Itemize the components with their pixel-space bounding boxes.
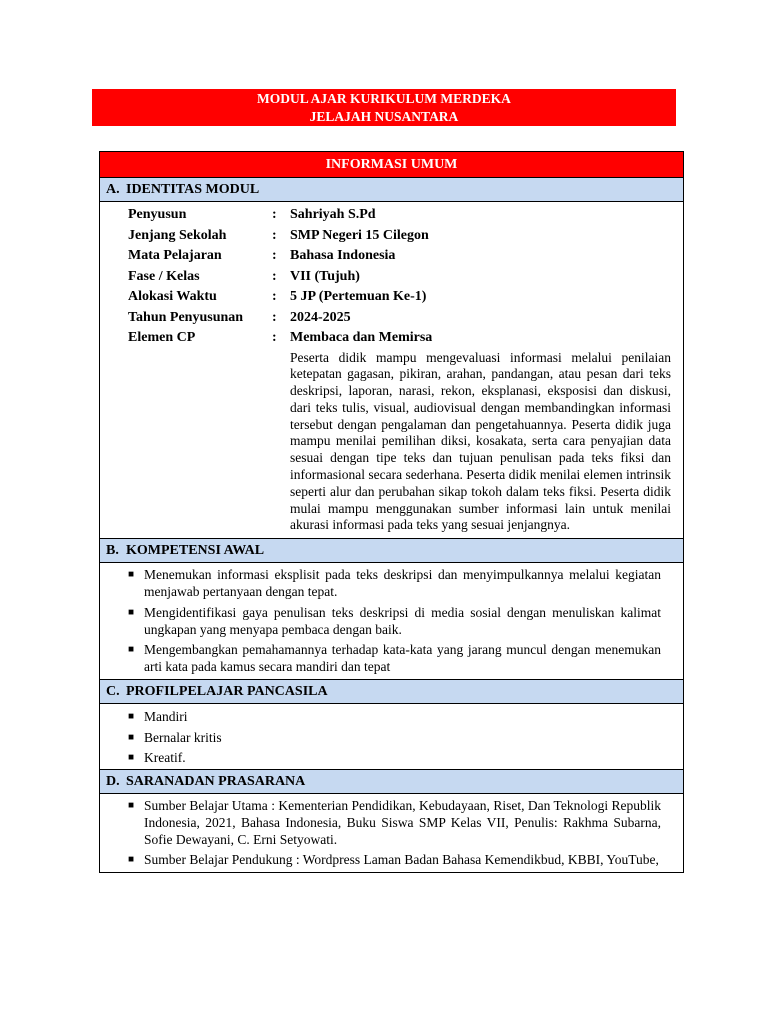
- section-title: PROFILPELAJAR PANCASILA: [126, 684, 328, 700]
- identity-row: [100, 226, 677, 247]
- bullet-icon: ■: [128, 854, 135, 866]
- list-item-text: Sumber Belajar Utama : Kementerian Pendidikan, Kebudayaan, Riset, Dan Teknologi Republik Indonesia, 2021, Bahasa Indonesia, Buku Siswa SMP Kelas VII, Penulis: Rakhma Subarna, Sofie Dewayani, C. Erni Setyowati.: [144, 798, 661, 847]
- profil-list: [100, 704, 683, 769]
- bullet-icon: ■: [128, 752, 135, 764]
- list-item: [100, 852, 661, 869]
- section-letter: D.: [106, 774, 120, 790]
- identity-value: SMP Negeri 15 Cilegon: [290, 227, 429, 243]
- section-kompetensi-header: [100, 539, 683, 563]
- identity-colon: :: [272, 289, 277, 304]
- bullet-icon: ■: [128, 731, 135, 743]
- identity-key: Penyusun: [128, 207, 187, 222]
- info-header: INFORMASI UMUM: [100, 152, 683, 178]
- kompetensi-body: [100, 563, 683, 680]
- section-letter: A.: [106, 182, 120, 197]
- identity-colon: :: [272, 207, 277, 222]
- identity-value: Sahriyah S.Pd: [290, 207, 376, 222]
- elemen-cp-description: Peserta didik mampu mengevaluasi informasi melalui penilaian ketepatan gagasan, pikiran, arahan, pandangan, atau pesan dari teks deskripsi, laporan, narasi, rekon, eksplanasi, eksposisi dan diskusi, dari teks tulis, visual, audiovisual dengan membandingkan informasi tersebut dengan pengalaman dan pengetahuannya. Peserta didik juga mampu menilai pemilihan diksi, kosakata, serta cara penyajian data sesuai dengan tipe teks dan tujuan penulisan pada teks fiksi dan informasional secara sederhana. Peserta didik menilai elemen intrinsik seperti alur dan perubahan sikap tokoh dalam teks fiksi. Peserta didik mulai mampu menggunakan sumber informasi lain untuk menilai akurasi informasi pada teks yang sesuai jenjangnya.: [290, 349, 671, 533]
- list-item-text: Bernalar kritis: [144, 729, 222, 745]
- identity-value: 2024-2025: [290, 309, 351, 325]
- section-sarana-header: [100, 770, 683, 794]
- identity-key: Elemen CP: [128, 330, 196, 345]
- list-item: [100, 605, 661, 639]
- identity-row: [100, 328, 677, 349]
- identity-row: [100, 267, 677, 288]
- list-item: [100, 708, 661, 725]
- sarana-body: [100, 794, 683, 872]
- identity-value: Bahasa Indonesia: [290, 248, 396, 263]
- info-table: [99, 151, 684, 873]
- identity-row: [100, 205, 677, 226]
- list-item-text: Menemukan informasi eksplisit pada teks deskripsi dan menyimpulkannya melalui kegiatan menjawab pertanyaan dengan tepat.: [144, 567, 661, 600]
- identity-colon: :: [272, 248, 277, 263]
- bullet-icon: ■: [128, 644, 135, 656]
- list-item-text: Mengidentifikasi gaya penulisan teks deskripsi di media sosial dengan menuliskan kalimat ungkapan yang menyapa pembaca dengan baik.: [144, 604, 661, 637]
- section-identitas-header: [100, 178, 683, 202]
- section-letter: C.: [106, 684, 120, 700]
- list-item: [100, 567, 661, 601]
- bullet-icon: ■: [128, 800, 135, 812]
- list-item: [100, 729, 661, 746]
- list-item: [100, 749, 661, 766]
- section-title: IDENTITAS MODUL: [126, 182, 260, 197]
- section-letter: B.: [106, 543, 119, 559]
- identity-colon: :: [272, 330, 277, 345]
- identity-key: Mata Pelajaran: [128, 248, 222, 263]
- title-banner: [92, 89, 676, 126]
- identity-colon: :: [272, 227, 277, 243]
- banner-line-2: JELAJAH NUSANTARA: [309, 109, 459, 124]
- identity-row: [100, 246, 677, 267]
- identity-row: [100, 287, 677, 308]
- list-item: [100, 798, 661, 848]
- bullet-icon: ■: [128, 711, 135, 723]
- list-item-text: Mengembangkan pemahamannya terhadap kata-kata yang jarang muncul dengan menemukan arti kata pada kamus secara mandiri dan tepat: [144, 642, 661, 675]
- profil-body: [100, 704, 683, 770]
- kompetensi-list: [100, 563, 683, 679]
- bullet-icon: ■: [128, 569, 135, 581]
- list-item-text: Kreatif.: [144, 750, 186, 766]
- sarana-list: [100, 794, 683, 872]
- identity-row: [100, 308, 677, 329]
- identity-colon: :: [272, 268, 277, 284]
- identity-value: VII (Tujuh): [290, 268, 360, 284]
- list-item: [100, 642, 661, 676]
- identity-key: Fase / Kelas: [128, 268, 200, 284]
- identity-value: 5 JP (Pertemuan Ke-1): [290, 289, 427, 304]
- identity-key: Tahun Penyusunan: [128, 309, 244, 325]
- bullet-icon: ■: [128, 606, 135, 618]
- identity-key: Jenjang Sekolah: [128, 227, 227, 243]
- list-item-text: Sumber Belajar Pendukung : Wordpress Laman Badan Bahasa Kemendikbud, KBBI, YouTube,: [144, 852, 659, 868]
- identity-key: Alokasi Waktu: [128, 289, 217, 304]
- section-profil-header: [100, 680, 683, 704]
- list-item-text: Mandiri: [144, 709, 188, 725]
- identity-value: Membaca dan Memirsa: [290, 330, 433, 345]
- section-title: SARANADAN PRASARANA: [126, 774, 306, 790]
- section-title: KOMPETENSI AWAL: [126, 543, 265, 559]
- banner-line-1: MODUL AJAR KURIKULUM MERDEKA: [257, 91, 511, 106]
- identity-colon: :: [272, 309, 277, 325]
- identitas-body: [100, 202, 683, 539]
